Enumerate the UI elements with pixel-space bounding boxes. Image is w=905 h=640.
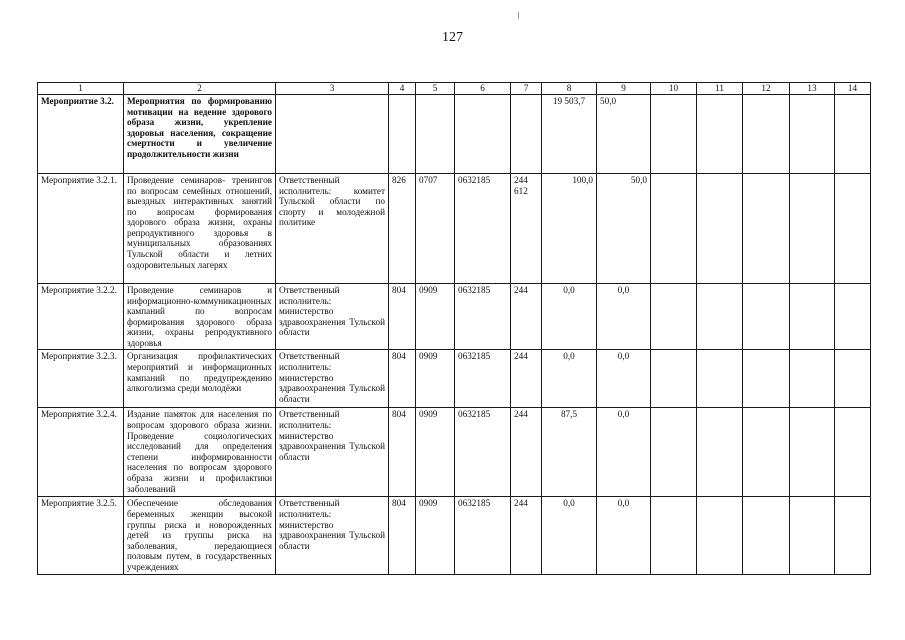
amount-cell: 0,0 [597, 497, 651, 574]
activity-id: Мероприятие 3.2.5. [38, 497, 124, 574]
table-cell [743, 350, 790, 408]
header-row [38, 83, 871, 95]
activity-id: Мероприятие 3.2.1. [38, 174, 124, 284]
responsible-executor [276, 95, 389, 174]
activity-id: Мероприятие 3.2. [38, 95, 124, 174]
amount-cell: 100,0 [542, 174, 597, 284]
table-cell [835, 350, 871, 408]
table-cell [835, 284, 871, 350]
table-cell [697, 350, 743, 408]
activity-name: Проведение семинаров- тренингов по вопросам семейных отношений, выездных интерактивных занятий по вопросам формирования здорового образа жизни, охраны репродуктивного здоровья в муниципальных образованиях Тульской области и летних оздоровительных лагерях [124, 174, 276, 284]
column-header: 2 [124, 83, 276, 95]
table-cell: 804 [389, 408, 416, 497]
column-header: 14 [835, 83, 871, 95]
table-cell: 0909 [416, 497, 455, 574]
table-row [38, 408, 871, 497]
table-cell [790, 284, 835, 350]
table-cell: 0632185 [455, 174, 511, 284]
table-cell: 0632185 [455, 284, 511, 350]
activity-id: Мероприятие 3.2.4. [38, 408, 124, 497]
table-cell: 0909 [416, 350, 455, 408]
table-cell [511, 95, 542, 174]
table-cell: 244 [511, 408, 542, 497]
table-cell [697, 284, 743, 350]
responsible-executor: Ответственный исполнитель: министерство здравоохранения Тульской области [276, 284, 389, 350]
responsible-executor: Ответственный исполнитель: министерство здравоохранения Тульской области [276, 408, 389, 497]
table-cell [743, 95, 790, 174]
column-header: 7 [511, 83, 542, 95]
table-cell: 0707 [416, 174, 455, 284]
responsible-executor: Ответственный исполнитель: министерство здравоохранения Тульской области [276, 497, 389, 574]
table-cell [651, 174, 697, 284]
amount-cell: 19 503,7 [542, 95, 597, 174]
table-cell [697, 408, 743, 497]
table-cell [790, 497, 835, 574]
table-cell: 826 [389, 174, 416, 284]
table-cell [790, 350, 835, 408]
column-header: 4 [389, 83, 416, 95]
column-header: 11 [697, 83, 743, 95]
activity-name: Мероприятия по формированию мотивации на ведение здорового образа жизни, укрепление здоровья населения, сокращение смертности и увеличение продолжительности жизни [124, 95, 276, 174]
table-cell: 0632185 [455, 497, 511, 574]
amount-cell: 0,0 [597, 408, 651, 497]
table-cell: 0909 [416, 284, 455, 350]
column-header: 12 [743, 83, 790, 95]
table-row [38, 284, 871, 350]
activity-name: Проведение семинаров и информационно-коммуникационных кампаний по вопросам формирования здорового образа жизни, охраны репродуктивного здоровья [124, 284, 276, 350]
column-header: 13 [790, 83, 835, 95]
amount-cell: 87,5 [542, 408, 597, 497]
table-cell [651, 95, 697, 174]
amount-cell: 0,0 [597, 350, 651, 408]
table-cell [835, 174, 871, 284]
column-header: 1 [38, 83, 124, 95]
scan-mark [518, 12, 519, 19]
table-cell [455, 95, 511, 174]
table-cell [835, 497, 871, 574]
table-cell: 244 [511, 497, 542, 574]
table-cell [790, 174, 835, 284]
column-header: 6 [455, 83, 511, 95]
table-cell [790, 95, 835, 174]
activity-name: Издание памяток для населения по вопросам здорового образа жизни. Проведение социологических исследований для определения степени информированности населения по вопросам здорового образа жизни и профилактики заболеваний [124, 408, 276, 497]
amount-cell: 0,0 [597, 284, 651, 350]
table-cell [651, 408, 697, 497]
table-cell [743, 174, 790, 284]
table-row [38, 497, 871, 574]
table-cell [416, 95, 455, 174]
table-cell: 244 612 [511, 174, 542, 284]
amount-cell: 0,0 [542, 350, 597, 408]
table-cell [651, 284, 697, 350]
table-cell [835, 408, 871, 497]
activity-id: Мероприятие 3.2.2. [38, 284, 124, 350]
column-header: 8 [542, 83, 597, 95]
activity-name: Обеспечение обследования беременных женщин высокой группы риска и новорожденных детей из группы риска на заболевания, передающиеся половым путем, в государственных учреждениях [124, 497, 276, 574]
table-row [38, 95, 871, 174]
table-row [38, 350, 871, 408]
table-cell [743, 408, 790, 497]
table-cell [697, 95, 743, 174]
table-cell: 0909 [416, 408, 455, 497]
column-header: 3 [276, 83, 389, 95]
table-cell [651, 497, 697, 574]
program-activities-table [37, 82, 871, 575]
column-header: 10 [651, 83, 697, 95]
table-cell: 244 [511, 284, 542, 350]
table-cell: 804 [389, 497, 416, 574]
table-cell [697, 174, 743, 284]
table-cell [790, 408, 835, 497]
table-cell: 244 [511, 350, 542, 408]
amount-cell: 0,0 [542, 497, 597, 574]
table-cell [743, 497, 790, 574]
table-cell [743, 284, 790, 350]
amount-cell: 50,0 [597, 95, 651, 174]
table-row [38, 174, 871, 284]
table-cell [835, 95, 871, 174]
table-cell [697, 497, 743, 574]
amount-cell: 50,0 [597, 174, 651, 284]
table-cell: 0632185 [455, 408, 511, 497]
table-cell [651, 350, 697, 408]
activity-name: Организация профилактических мероприятий и информационных кампаний по предупреждению алкоголизма среди молодёжи [124, 350, 276, 408]
amount-cell: 0,0 [542, 284, 597, 350]
page-number: 127 [442, 30, 463, 45]
table-cell: 0632185 [455, 350, 511, 408]
table-cell [389, 95, 416, 174]
column-header: 9 [597, 83, 651, 95]
responsible-executor: Ответственный исполнитель: министерство здравоохранения Тульской области [276, 350, 389, 408]
activity-id: Мероприятие 3.2.3. [38, 350, 124, 408]
responsible-executor: Ответственный исполнитель: комитет Тульской области по спорту и молодежной политике [276, 174, 389, 284]
column-header: 5 [416, 83, 455, 95]
table-cell: 804 [389, 350, 416, 408]
table-cell: 804 [389, 284, 416, 350]
